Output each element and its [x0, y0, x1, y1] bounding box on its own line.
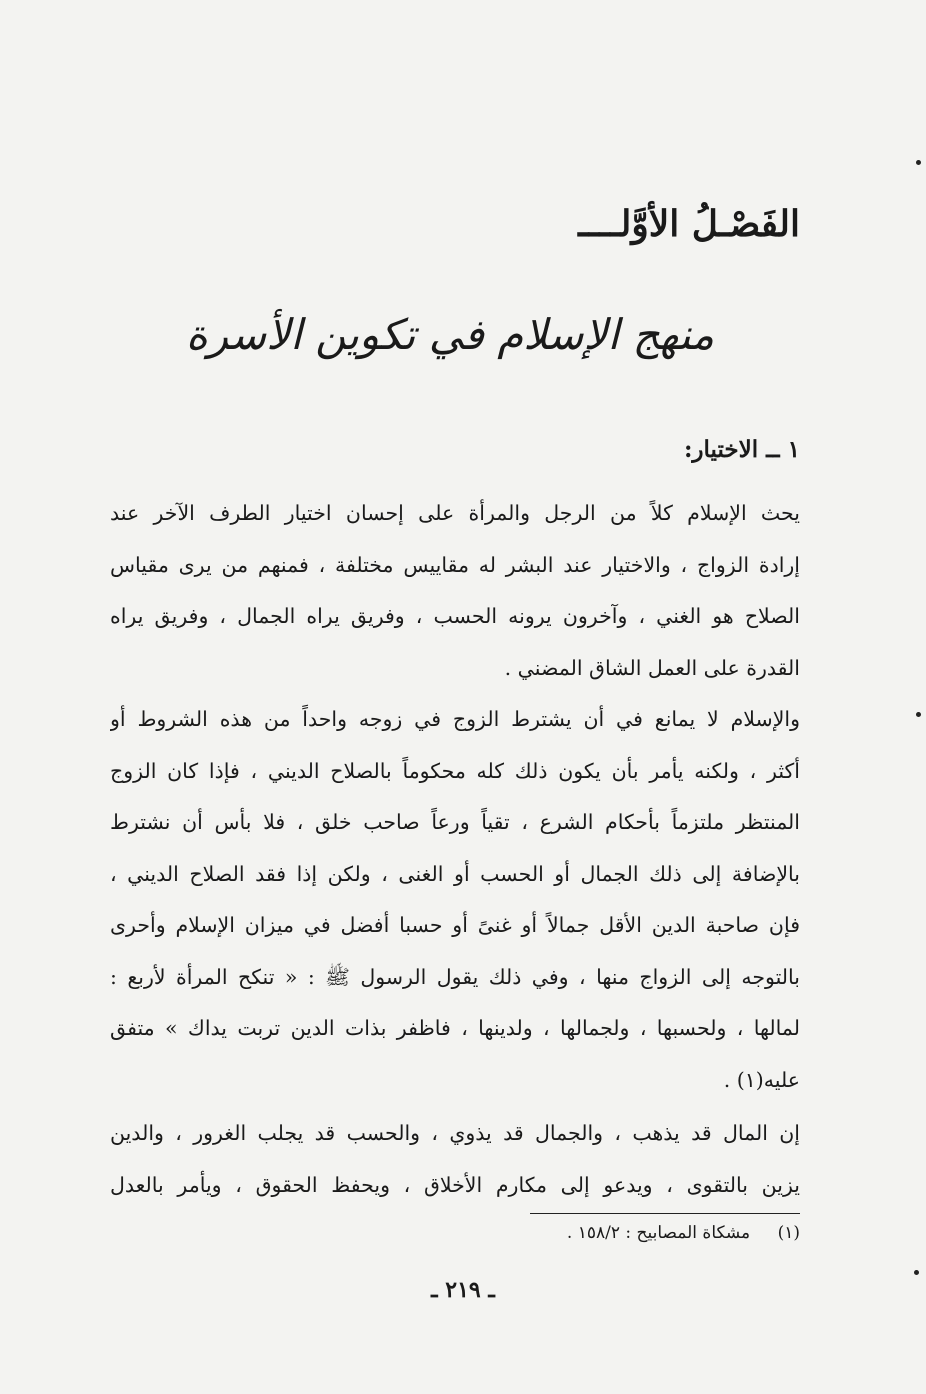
paragraph-3 [110, 1108, 800, 1211]
text-line: فإن صاحبة الدين الأقل جمالاً أو غنىً أو حسبا أفضل في ميزان الإسلام وأحرى [110, 913, 800, 937]
chapter-title: منهج الإسلام في تكوين الأسرة [185, 310, 715, 359]
text-line: والإسلام لا يمانع في أن يشترط الزوج في زوجه واحداً من هذه الشروط أو [110, 707, 800, 731]
footnote-divider [530, 1213, 800, 1214]
text-line: القدرة على العمل الشاق المضني . [504, 655, 800, 680]
text-line: عليه(١) . [723, 1067, 800, 1092]
page-number: ـ ٢١٩ ـ [431, 1277, 495, 1303]
text-line: إرادة الزواج ، والاختيار عند البشر له مقاييس مختلفة ، فمنهم من يرى مقياس [110, 552, 800, 577]
text-line: يزين بالتقوى ، ويدعو إلى مكارم الأخلاق ، ويحفظ الحقوق ، ويأمر بالعدل [110, 1172, 800, 1197]
text-line: إن المال قد يذهب ، والجمال قد يذوي ، والحسب قد يجلب الغرور ، والدين [110, 1121, 800, 1145]
footnote [300, 1218, 800, 1248]
text-line: بالإضافة إلى ذلك الجمال أو الحسب أو الغنى ، ولكن إذا فقد الصلاح الديني ، [110, 861, 800, 886]
text-line: أكثر ، ولكنه يأمر بأن يكون ذلك كله محكوماً بالصلاح الديني ، فإذا كان الزوج [110, 758, 800, 783]
scan-edge-mark [914, 1270, 919, 1275]
footnote-number: (١) [777, 1223, 800, 1243]
text-line: الصلاح هو الغني ، وآخرون يرونه الحسب ، وفريق يراه الجمال ، وفريق يراه [110, 604, 800, 628]
text-line: لمالها ، ولحسبها ، ولجمالها ، ولدينها ، فاظفر بذات الدين تربت يداك » متفق [110, 1016, 800, 1040]
footnote-text: مشكاة المصابيح : ١٥٨/٢ . [566, 1223, 751, 1243]
text-line: يحث الإسلام كلاً من الرجل والمرأة على إحسان اختيار الطرف الآخر عند [110, 501, 800, 525]
chapter-heading: الفَصْـلُ الأوَّلــــ [578, 203, 800, 245]
scan-edge-mark [916, 712, 921, 717]
paragraph-1 [110, 488, 800, 694]
paragraph-2 [110, 694, 800, 1106]
scan-edge-mark [916, 160, 921, 165]
text-line: المنتظر ملتزماً بأحكام الشرع ، تقياً ورعاً صاحب خلق ، فلا بأس أن نشترط [110, 810, 800, 834]
text-line: بالتوجه إلى الزواج منها ، وفي ذلك يقول الرسول ﷺ : « تنكح المرأة لأربع : [110, 964, 800, 989]
section-heading: ١ ــ الاختيار: [683, 436, 800, 463]
